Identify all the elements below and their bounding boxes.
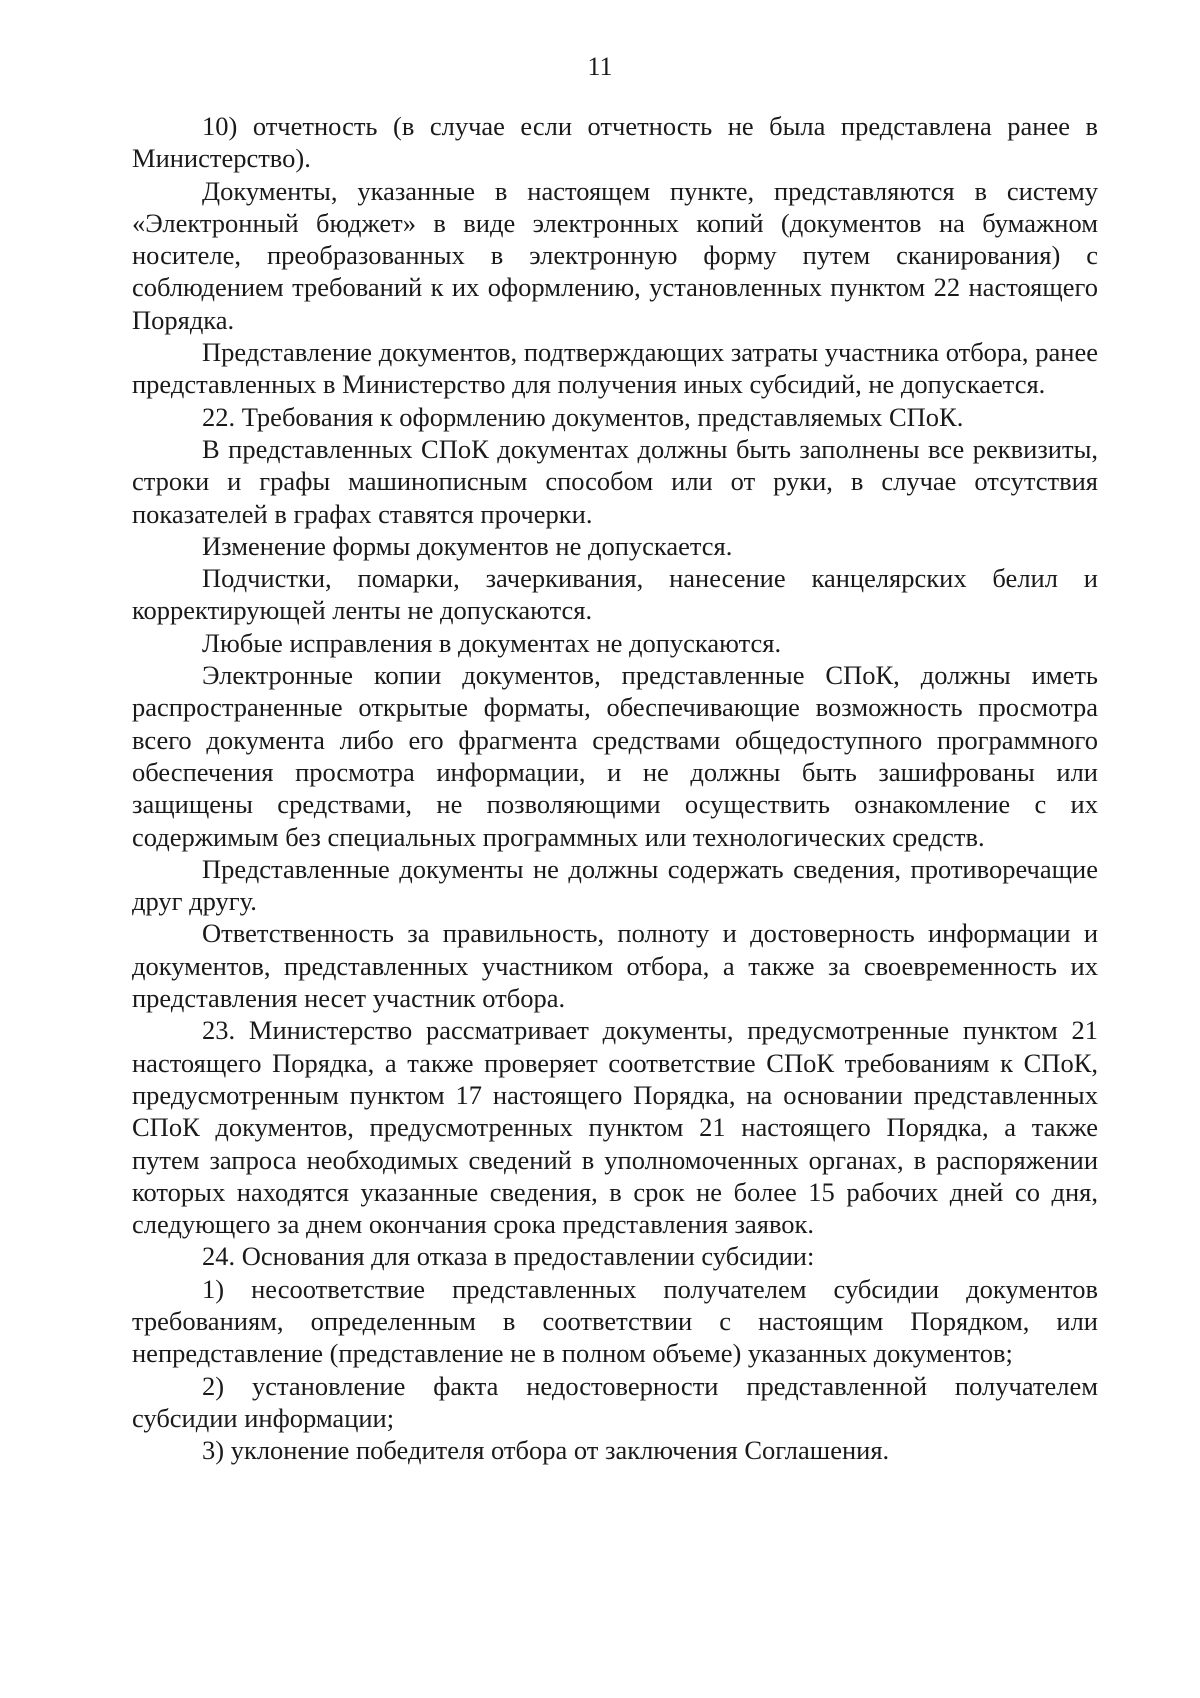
paragraph-item-10-reporting: 10) отчетность (в случае если отчетность не была представлена ранее в Министерство). bbox=[132, 111, 1098, 174]
section-23-review: 23. Министерство рассматривает документы, предусмотренные пунктом 21 настоящего Порядка, а также проверяет соответствие СПоК требованиям к СПоК, предусмотренным пунктом 17 настоящего Порядка, на основании представленных СПоК документов, предусмотренных пунктом 21 настоящего Порядка, а также путем запроса необходимых сведений в уполномоченных органах, в распоряжении которых находятся указанные сведения, в срок не более 15 рабочих дней со дня, следующего за днем окончания срока представления заявок. bbox=[132, 1015, 1098, 1240]
section-22-heading: 22. Требования к оформлению документов, представляемых СПоК. bbox=[202, 401, 964, 432]
refusal-reason-3: 3) уклонение победителя отбора от заключения Соглашения. bbox=[202, 1435, 890, 1466]
paragraph-responsibility: Ответственность за правильность, полноту и достоверность информации и документов, представленных участником отбора, а также за своевременность их представления несет участник отбора. bbox=[132, 918, 1098, 1014]
refusal-reason-2: 2) установление факта недостоверности представленной получателем субсидии информации; bbox=[132, 1370, 1098, 1433]
refusal-reason-1: 1) несоответствие представленных получателем субсидии документов требованиям, определенным в соответствии с настоящим Порядком, или непредставление (представление не в полном объеме) указанных документов; bbox=[132, 1273, 1098, 1369]
paragraph-electronic-budget-submission: Документы, указанные в настоящем пункте, представляются в систему «Электронный бюджет» в виде электронных копий (документов на бумажном носителе, преобразованных в электронную форму путем сканирования) с соблюдением требований к их оформлению, установленных пунктом 22 настоящего Порядка. bbox=[132, 175, 1098, 335]
paragraph-electronic-copies-formats: Электронные копии документов, представленные СПоК, должны иметь распространенные открытые форматы, обеспечивающие возможность просмотра всего документа либо его фрагмента средствами общедоступного программного обеспечения просмотра информации, и не должны быть зашифрованы или защищены средствами, не позволяющими осуществить ознакомление с их содержимым без специальных программных или технологических средств. bbox=[132, 660, 1098, 852]
document-body bbox=[132, 110, 1098, 1466]
page-number: 11 bbox=[587, 52, 613, 81]
paragraph-no-contradictions: Представленные документы не должны содержать сведения, противоречащие друг другу. bbox=[132, 853, 1098, 917]
paragraph-required-fields: В представленных СПоК документах должны быть заполнены все реквизиты, строки и графы машинописным способом или от руки, в случае отсутствия показателей в графах ставятся прочерки. bbox=[132, 433, 1098, 529]
paragraph-cost-documents-restriction: Представление документов, подтверждающих затраты участника отбора, ранее представленных в Министерство для получения иных субсидий, не допускается. bbox=[132, 337, 1098, 400]
paragraph-corrections-prohibited: Любые исправления в документах не допускаются. bbox=[202, 627, 782, 658]
section-24-heading: 24. Основания для отказа в предоставлении субсидии: bbox=[202, 1241, 815, 1272]
paragraph-form-change-prohibited: Изменение формы документов не допускается. bbox=[202, 530, 733, 561]
paragraph-erasures-prohibited: Подчистки, помарки, зачеркивания, нанесение канцелярских белил и корректирующей ленты не допускаются. bbox=[132, 563, 1098, 626]
